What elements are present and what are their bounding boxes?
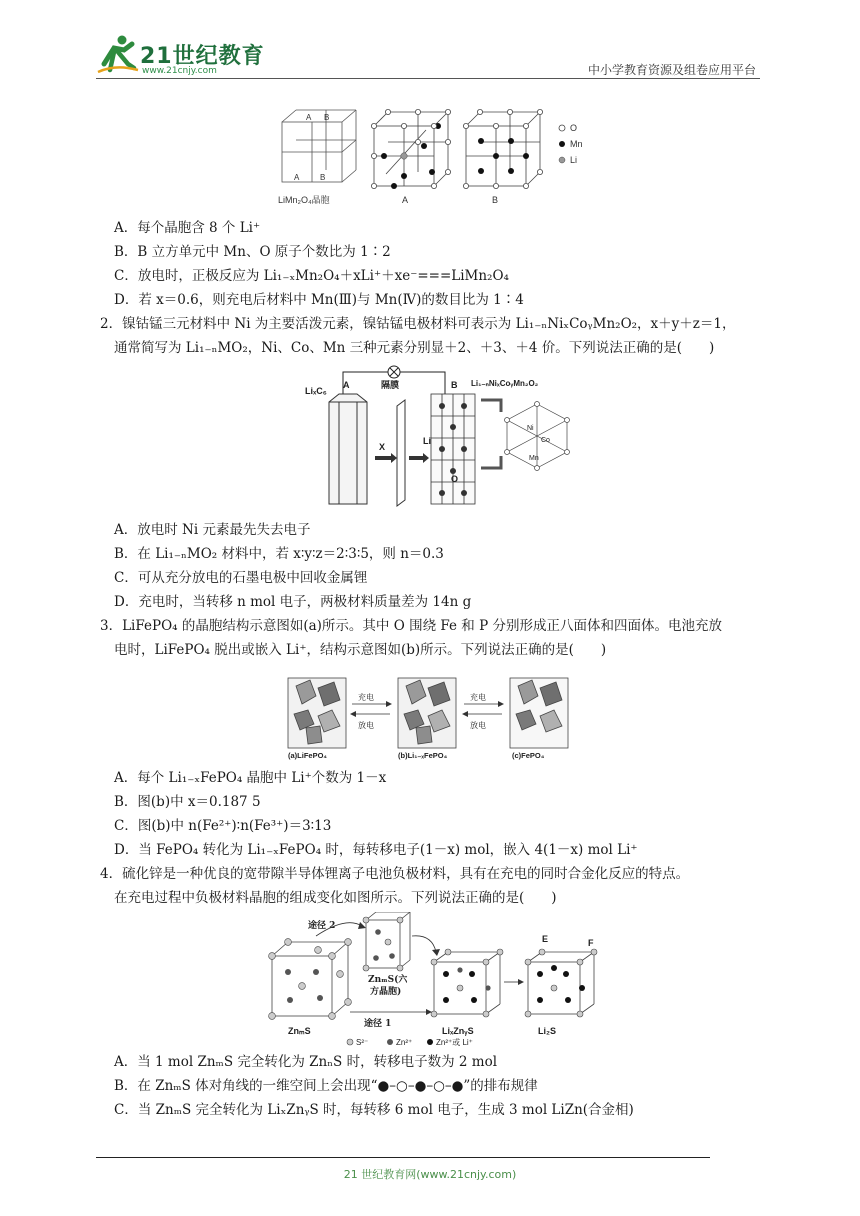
q2-option-b: B．在 Li₁₋ₙMO₂ 材料中，若 x∶y∶z＝2∶3∶5，则 n＝0.3: [114, 546, 444, 562]
q4-znms-label: ZnₘS: [288, 1026, 311, 1036]
q3-stem-line2: 电时，LiFePO₄ 脱出或嵌入 Li⁺，结构示意图如(b)所示。下列说法正确的是( ): [114, 642, 607, 658]
runner-logo-icon: [96, 34, 140, 74]
svg-text:B: B: [324, 113, 330, 122]
q3-option-c: C．图(b)中 n(Fe²⁺)∶n(Fe³⁺)＝3∶13: [114, 818, 332, 834]
q3-b-label: (b)Li₁₋ₓFePO₄: [398, 751, 448, 760]
q3-discharge1: 放电: [358, 721, 374, 730]
cell-b-diagram: [466, 112, 540, 186]
logo-text: 21世纪教育: [140, 43, 265, 69]
q3-stem: [100, 614, 760, 662]
q3-charge2: 充电: [470, 693, 486, 702]
q3-option-d: D．当 FePO₄ 转化为 Li₁₋ₓFePO₄ 时，每转移电子(1－x) mol，嵌入 4(1－x) mol Li⁺: [114, 842, 638, 858]
q2-a-label: A: [343, 380, 350, 390]
cell-a-label: A: [402, 195, 409, 205]
cell1-label: LiMn₂O₄晶胞: [278, 195, 330, 205]
q2-stem: [100, 312, 760, 360]
q4-option-b: B．在 ZnₘS 体对角线的一维空间上会出现“●–○–●–○–●”的排布规律: [114, 1078, 538, 1094]
q1-option-d: D．若 x＝0.6，则充电后材料中 Mn(Ⅲ)与 Mn(Ⅳ)的数目比为 1∶4: [114, 292, 524, 308]
q3-charge1: 充电: [358, 693, 374, 702]
q4-legend-zn: Zn²⁺: [396, 1038, 413, 1046]
separator-membrane: [397, 400, 405, 506]
q4-option-c: C．当 ZnₘS 完全转化为 LiₓZnᵧS 时，每转移 6 mol 电子，生成 3 mol LiZn(合金相): [114, 1102, 634, 1118]
q2-right-label: Li₁₋ₙNiₓCoᵧMn₂O₂: [471, 379, 539, 388]
legend-o: O: [570, 123, 578, 133]
q4-e-label: E: [542, 934, 549, 944]
q2-stem-line2: 通常简写为 Li₁₋ₙMO₂，Ni、Co、Mn 三种元素分别显＋2、＋3、＋4 价。下列说法正确的是( ): [114, 340, 715, 356]
lifepo4-cell-b: [398, 678, 456, 748]
q1-crystal-figure: [276, 100, 596, 210]
q4-zns-figure: [266, 912, 606, 1046]
q2-option-c: C．可从充分放电的石墨电极中回收金属锂: [114, 570, 368, 586]
q2-co-label: Co: [541, 437, 550, 444]
q2-ni-label: Ni: [527, 425, 534, 432]
q2-o-label: O: [451, 474, 459, 484]
q4-path2-label: 途径 2: [308, 921, 336, 931]
page-content: [100, 100, 760, 1122]
q2-option-d: D．充电时，当转移 n mol 电子，两极材料质量差为 14n g: [114, 594, 472, 610]
cell-b-label: B: [492, 195, 499, 205]
q4-legend-znli: Zn²⁺或 Li⁺: [436, 1038, 473, 1046]
q1-option-c: C．放电时，正极反应为 Li₁₋ₓMn₂O₄＋xLi⁺＋xe⁻===LiMn₂O₄: [114, 268, 509, 284]
q4-path1-label: 途径 1: [364, 1019, 392, 1029]
q2-li-label: Li: [423, 436, 431, 446]
q2-b-label: B: [451, 380, 458, 390]
q2-battery-figure: [305, 364, 595, 512]
page-header: [96, 30, 760, 80]
q4-legend-s: S²⁻: [356, 1038, 369, 1046]
fepo4-cell-c: [510, 678, 568, 748]
q4-hex-label1: ZnₘS(六: [368, 975, 408, 985]
q4-li2s-label: Li₂S: [538, 1026, 556, 1036]
q3-stem-line1: 3．LiFePO₄ 的晶胞结构示意图如(a)所示。其中 O 围绕 Fe 和 P 分别形成正八面体和四面体。电池充放: [100, 618, 722, 634]
svg-text:A: A: [306, 113, 312, 122]
q4-f-label: F: [588, 938, 594, 948]
lixznys-cell: [434, 952, 500, 1014]
q4-stem-line1: 4．硫化锌是一种优良的宽带隙半导体锂离子电池负极材料，具有在充电的同时合金化反应的特点。: [100, 866, 690, 882]
q1-option-a: A．每个晶胞含 8 个 Li⁺: [114, 220, 261, 236]
footer-divider: [96, 1157, 710, 1158]
graphite-electrode: [329, 394, 367, 504]
q2-x-label: X: [379, 442, 386, 452]
q2-left-label: LiₓC₆: [305, 386, 327, 396]
q3-c-label: (c)FePO₄: [512, 751, 545, 760]
limn2o4-cell-diagram: [282, 110, 356, 182]
q3-option-b: B．图(b)中 x＝0.187 5: [114, 794, 261, 810]
q2-sep-label: 隔膜: [381, 380, 400, 390]
legend-mn: Mn: [570, 139, 583, 149]
q3-discharge2: 放电: [470, 721, 486, 730]
q2-option-a: A．放电时 Ni 元素最先失去电子: [114, 522, 311, 538]
q4-stem-line2: 在充电过程中负极材料晶胞的组成变化如图所示。下列说法正确的是( ): [114, 890, 557, 906]
header-platform-title: 中小学教育资源及组卷应用平台: [587, 63, 756, 77]
cathode-lattice: [431, 394, 475, 504]
logo-url: www.21cnjy.com: [142, 66, 217, 76]
cell-a-diagram: [374, 112, 448, 186]
svg-text:B: B: [320, 173, 326, 182]
q3-lifepo4-figure: [286, 666, 586, 762]
q3-option-a: A．每个 Li₁₋ₓFePO₄ 晶胞中 Li⁺个数为 1－x: [114, 770, 387, 786]
lifepo4-cell-a: [288, 678, 346, 748]
q2-mn-label: Mn: [529, 455, 539, 462]
li2s-cell: [528, 952, 594, 1014]
svg-text:A: A: [294, 173, 300, 182]
q2-stem-line1: 2．镍钴锰三元材料中 Ni 为主要活泼元素，镍钴锰电极材料可表示为 Li₁₋ₙNiₓCoᵧMn₂O₂，x＋y＋z＝1，: [100, 316, 736, 332]
q3-a-label: (a)LiFePO₄: [288, 751, 327, 760]
q4-option-a: A．当 1 mol ZnₘS 完全转化为 ZnₙS 时，转移电子数为 2 mol: [114, 1054, 498, 1070]
q4-stem: [100, 862, 760, 910]
footer-link[interactable]: 21 世纪教育网(www.21cnjy.com): [343, 1168, 517, 1181]
legend-li: Li: [570, 155, 578, 165]
znms-cubic-cell: [272, 942, 348, 1016]
q4-hex-label2: 方晶胞): [370, 987, 402, 997]
header-divider: [96, 78, 760, 79]
q1-option-b: B．B 立方单元中 Mn、O 原子个数比为 1∶2: [114, 244, 391, 260]
q4-lixznys-label: LiₓZnᵧS: [442, 1026, 474, 1036]
